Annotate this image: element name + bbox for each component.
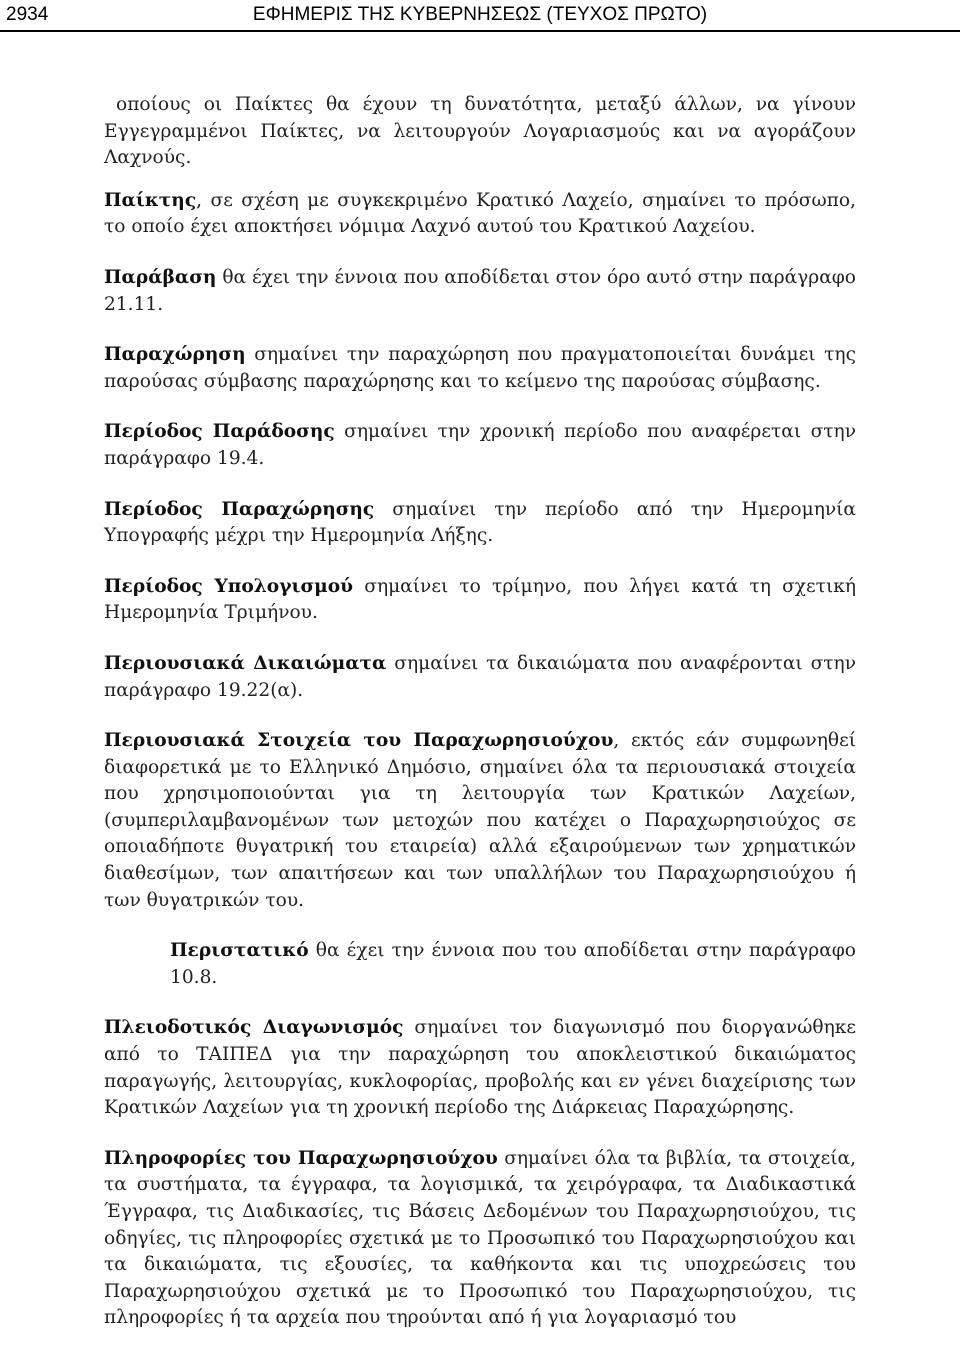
definition-text: , εκτός εάν συμφωνηθεί διαφορετικά με το Ελληνικό Δημόσιο, σημαίνει όλα τα περιουσιακά στοιχεία που χρησιμοποιούνται για τη λειτουργία των Κρατικών Λαχείων, (συμπεριλαμβανομένων των μετοχών που κατέχει ο Παραχωρησιούχος σε οποιαδήποτε θυγατρική του εταιρεία) αλλά εξαιρούμενων των χρηματικών διαθεσίμων, των απαιτήσεων και των υπαλλήλων του Παραχωρησιούχου ή των θυγατρικών του.	[104, 730, 856, 911]
definition-term: Παράβαση	[104, 266, 217, 288]
definition-pleiodotikos-diagonismos	[104, 1015, 856, 1121]
definition-text: , σε σχέση με συγκεκριμένο Κρατικό Λαχείο, σημαίνει το πρόσωπο, το οποίο έχει αποκτήσει νόμιμα Λαχνό αυτού του Κρατικού Λαχείου.	[104, 189, 856, 238]
definition-paiktis	[104, 188, 856, 241]
header-rule	[0, 30, 960, 32]
definition-plirofories	[104, 1146, 856, 1332]
definition-periousiaka-stoixeia	[104, 728, 856, 914]
definition-term: Περίοδος Παραχώρησης	[104, 498, 375, 520]
definition-term: Περιστατικό	[170, 940, 309, 962]
definition-text: σημαίνει την παραχώρηση που πραγματοποιείται δυνάμει της παρούσας σύμβασης παραχώρησης και το κείμενο της παρούσας σύμβασης.	[104, 344, 856, 392]
definition-term: Περιουσιακά Δικαιώματα	[104, 652, 387, 674]
definition-paravasi	[104, 265, 856, 318]
definition-text: σημαίνει τον διαγωνισμό που διοργανώθηκε από το ΤΑΙΠΕΔ για την παραχώρηση του αποκλειστικού δικαιώματος παραγωγής, λειτουργίας, κυκλοφορίας, προβολής και εν γένει διαχείρισης των Κρατικών Λαχείων για τη χρονική περίοδο της Διάρκειας Παραχώρησης.	[104, 1017, 856, 1119]
definition-periodos-paraxorisis	[104, 497, 856, 550]
definition-term: Παραχώρηση	[104, 344, 246, 366]
definition-periousiaka-dikaiomata	[104, 651, 856, 704]
definition-text: σημαίνει όλα τα βιβλία, τα στοιχεία, τα συστήματα, τα έγγραφα, τα λογισμικά, τα χειρόγραφα, τα Διαδικαστικά Έγγραφα, τις Διαδικασίες, τις Βάσεις Δεδομένων του Παραχωρησιούχου, τις οδηγίες, τις πληροφορίες σχετικά με το Προσωπικό του Παραχωρησιούχου και τα δικαιώματα, τις εξουσίες, τα καθήκοντα και τις υποχρεώσεις του Παραχωρησιούχου σχετικά με το Προσωπικό του Παραχωρησιούχου, τις πληροφορίες ή τα αρχεία που τηρούνται από ή για λογαριασμό του	[104, 1147, 857, 1329]
definition-text: σημαίνει την χρονική περίοδο που αναφέρεται στην παράγραφο 19.4.	[104, 421, 856, 469]
definition-text: σημαίνει την περίοδο από την Ημερομηνία Υπογραφής μέχρι την Ημερομηνία Λήξης.	[104, 498, 856, 547]
definition-term: Πληροφορίες του Παραχωρησιούχου	[104, 1147, 498, 1169]
definition-term: Παίκτης	[104, 189, 197, 211]
continuation-paragraph: οποίους οι Παίκτες θα έχουν τη δυνατότητα, μεταξύ άλλων, να γίνουν Εγγεγραμμένοι Παίκτες, να λειτουργούν Λογαριασμούς και να αγοράζουν Λαχνούς.	[104, 94, 856, 169]
definition-term: Περιουσιακά Στοιχεία του Παραχωρησιούχου	[104, 730, 614, 752]
page-header	[0, 0, 960, 32]
definition-term: Περίοδος Παράδοσης	[104, 421, 335, 443]
definition-periodos-ypologismou	[104, 574, 856, 627]
definition-peristatiko	[104, 938, 856, 991]
definition-paraxorisi	[104, 342, 856, 395]
page-number: 2934	[6, 4, 49, 25]
definition-term: Πλειοδοτικός Διαγωνισμός	[104, 1017, 404, 1039]
definition-term: Περίοδος Υπολογισμού	[104, 575, 354, 597]
scanned-text-block	[104, 92, 856, 1332]
gazette-title: ΕΦΗΜΕΡΙΣ ΤΗΣ ΚΥΒΕΡΝΗΣΕΩΣ (ΤΕΥΧΟΣ ΠΡΩΤΟ)	[252, 4, 708, 25]
definition-text: θα έχει την έννοια που του αποδίδεται στην παράγραφο 10.8.	[170, 940, 856, 988]
definition-text: σημαίνει το τρίμηνο, που λήγει κατά τη σχετική Ημερομηνία Τριμήνου.	[104, 575, 857, 624]
definition-text: σημαίνει τα δικαιώματα που αναφέρονται στην παράγραφο 19.22(α).	[104, 652, 856, 701]
definition-text: θα έχει την έννοια που αποδίδεται στον όρο αυτό στην παράγραφο 21.11.	[104, 266, 856, 315]
definition-periodos-paradosis	[104, 419, 856, 472]
